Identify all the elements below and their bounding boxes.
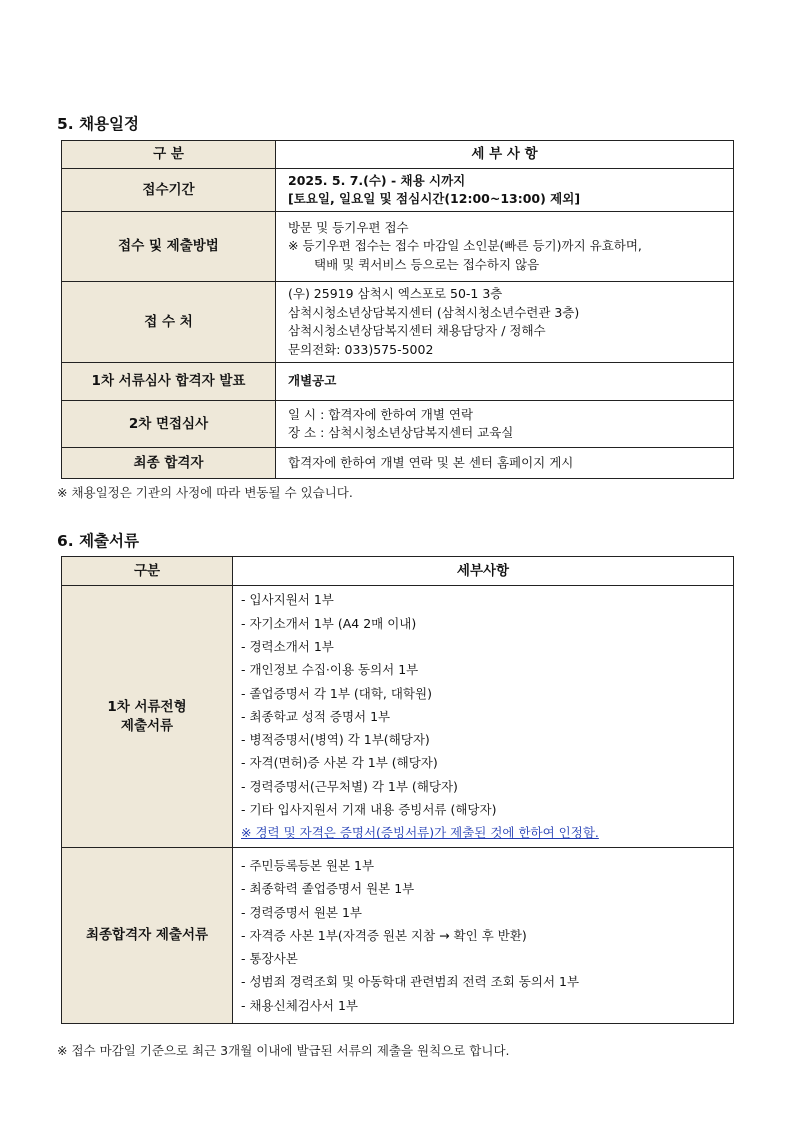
schedule-row-label: 최종 합격자 [62,448,276,479]
schedule-header-row [62,141,734,169]
documents-table [61,556,734,1024]
schedule-row-label: 접 수 처 [62,282,276,363]
document-item: - 개인정보 수집·이용 동의서 1부 [241,662,419,678]
document-item: - 자격(면허)증 사본 각 1부 (해당자) [241,755,438,771]
documents-row-detail [233,586,734,848]
section6-title: 6. 제출서류 [57,532,139,550]
document-item: - 경력증명서(근무처별) 각 1부 (해당자) [241,778,458,794]
schedule-note: ※ 채용일정은 기관의 사정에 따라 변동될 수 있습니다. [57,485,353,500]
document-item: - 최종학력 졸업증명서 원본 1부 [241,881,415,897]
schedule-row-detail [276,401,734,448]
detail-line: (우) 25919 삼척시 엑스포로 50-1 3층 [288,286,503,301]
schedule-row [62,448,734,479]
detail-line: 일 시 : 합격자에 한하여 개별 연락 [288,406,474,422]
document-item: - 통장사본 [241,951,298,967]
schedule-row-detail [276,169,734,212]
documents-row-label [62,848,233,1024]
documents-row [62,586,734,848]
label-line: 제출서류 [120,717,174,734]
documents-header-category: 구분 [62,557,233,586]
document-item: - 채용신체검사서 1부 [241,997,359,1013]
document-item: - 성범죄 경력조회 및 아동학대 관련범죄 전력 조회 동의서 1부 [241,974,580,990]
documents-footnote: ※ 접수 마감일 기준으로 최근 3개월 이내에 발급된 서류의 제출을 원칙으로 합니다. [57,1043,510,1058]
schedule-row-label: 2차 면접심사 [62,401,276,448]
schedule-row-detail [276,282,734,363]
detail-line: 삼척시청소년상담복지센터 채용담당자 / 정해수 [288,323,546,338]
detail-line: 2025. 5. 7.(수) - 채용 시까지 [288,172,466,188]
documents-header-detail: 세부사항 [233,557,734,586]
label-line: 최종합격자 제출서류 [85,927,209,944]
schedule-row [62,212,734,282]
document-item: - 주민등록등본 원본 1부 [241,857,375,873]
schedule-table [61,140,734,479]
detail-line: 방문 및 등기우편 접수 [288,219,409,235]
document-item: - 자격증 사본 1부(자격증 원본 지참 → 확인 후 반환) [241,927,527,943]
detail-line: 합격자에 한하여 개별 연락 및 본 센터 홈페이지 게시 [288,454,574,470]
documents-note: ※ 경력 및 자격은 증명서(증빙서류)가 제출된 것에 한하여 인정함. [241,825,599,841]
detail-line: [토요일, 일요일 및 점심시간(12:00~13:00) 제외] [288,191,581,206]
schedule-row [62,363,734,401]
documents-row-detail [233,848,734,1024]
document-item: - 입사지원서 1부 [241,592,334,608]
schedule-row-detail [276,363,734,401]
document-item: - 병적증명서(병역) 각 1부(해당자) [241,732,430,748]
document-item: - 경력소개서 1부 [241,638,334,654]
documents-header-row [62,557,734,586]
schedule-header-category: 구 분 [62,141,276,169]
document-item: - 기타 입사지원서 기재 내용 증빙서류 (해당자) [241,802,497,818]
schedule-header-detail: 세 부 사 항 [276,141,734,169]
document-item: - 졸업증명서 각 1부 (대학, 대학원) [241,685,432,701]
documents-row-label [62,586,233,848]
section5-title: 5. 채용일정 [57,115,139,133]
detail-line: 개별공고 [288,373,337,389]
detail-line: ※ 등기우편 접수는 접수 마감일 소인분(빠른 등기)까지 유효하며, [288,238,642,254]
schedule-row-label: 접수 및 제출방법 [62,212,276,282]
label-line: 1차 서류전형 [107,699,187,715]
schedule-row-label: 접수기간 [62,169,276,212]
schedule-row [62,282,734,363]
detail-line: 문의전화: 033)575-5002 [288,341,434,357]
schedule-row-label: 1차 서류심사 합격자 발표 [62,363,276,401]
detail-line: 장 소 : 삼척시청소년상담복지센터 교육실 [288,425,514,440]
schedule-row-detail [276,448,734,479]
document-item: - 경력증명서 원본 1부 [241,904,362,920]
document-item: - 자기소개서 1부 (A4 2매 이내) [241,615,417,631]
schedule-row [62,169,734,212]
schedule-row [62,401,734,448]
schedule-row-detail [276,212,734,282]
detail-line: 삼척시청소년상담복지센터 (삼척시청소년수련관 3층) [288,304,580,320]
documents-row [62,848,734,1024]
document-item: - 최종학교 성적 증명서 1부 [241,708,391,724]
detail-line: 택배 및 퀵서비스 등으로는 접수하지 않음 [314,256,540,272]
